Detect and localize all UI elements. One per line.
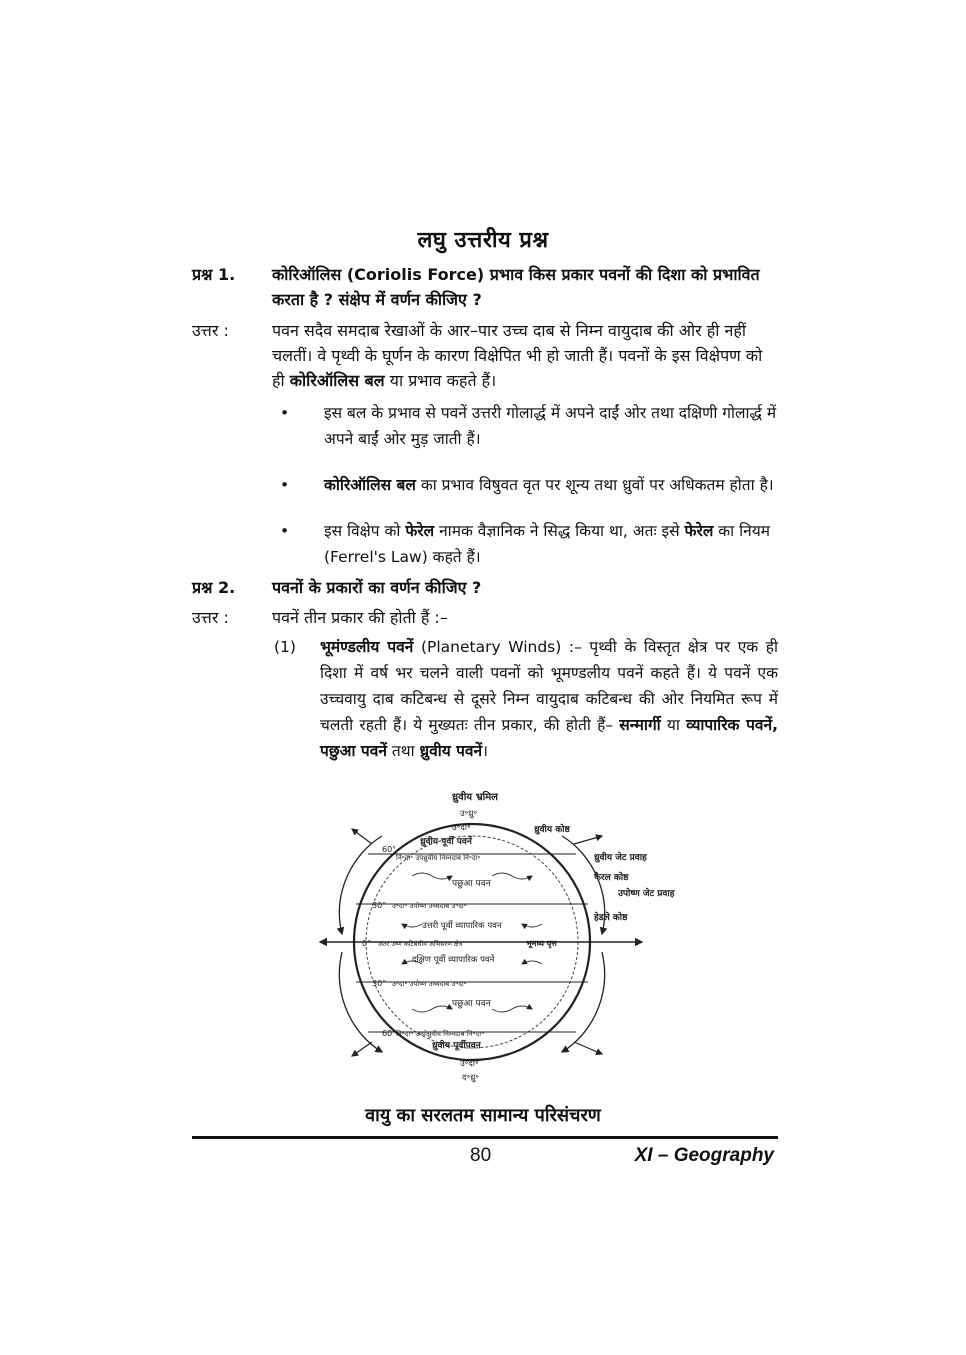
answer-1-bold-term: कोरिऑलिस बल (289, 371, 385, 390)
bullet-text: नामक वैज्ञानिक ने सिद्ध किया था, अतः इसे (434, 522, 685, 540)
label-60n: 60° (382, 845, 397, 854)
label-polar-east-bottom: ध्रुवीय पूर्वीपवन (432, 1041, 481, 1051)
label-0deg: 0° (362, 939, 372, 948)
label-hadley-cell: हेडले कोष्ठ (594, 913, 628, 923)
bullet-list (272, 400, 778, 584)
bullet-bold-term: कोरिऑलिस बल (324, 476, 416, 494)
item-bold-term: सन्मार्गी (619, 716, 661, 734)
bullet-bold-term: फेरेल (405, 522, 435, 540)
label-60s: 60° (382, 1029, 397, 1038)
cell-arrow (562, 952, 605, 1052)
answer-2-label: उत्तर : (192, 608, 229, 627)
bullet-dot: • (280, 522, 290, 540)
cell-arrow (339, 952, 382, 1052)
label-westerlies-top: पछुआ पवन (452, 879, 491, 889)
cell-arrow (339, 836, 382, 934)
trade-wind-arrow (522, 961, 542, 964)
item-bold-term: ध्रुवीय पवनें (419, 742, 483, 760)
atmospheric-circulation-diagram (312, 784, 675, 1096)
label-polar-jet: ध्रुवीय जेट प्रवाह (594, 853, 647, 863)
answer-2-text: पवनें तीन प्रकार की होती हैं :– (272, 608, 448, 627)
label-equator: भूमध्य वृत्त (526, 939, 557, 948)
label-d-dhru: द॰ध्रु॰ (462, 1073, 479, 1083)
bullet-text: का प्रभाव विषुवत वृत पर शून्य तथा ध्रुवों पर अधिकतम होता है। (415, 476, 774, 494)
label-westerlies-bottom: पछुआ पवन (452, 999, 491, 1009)
label-u-da: उ॰दा॰ (452, 823, 471, 833)
answer-1-label: उत्तर : (192, 321, 229, 340)
question-1 (192, 262, 782, 314)
westerly-arrow (412, 1006, 452, 1012)
trade-wind-arrow (402, 924, 422, 927)
wind-arrow (352, 829, 372, 844)
bullet-bold-term: फेरेल (684, 522, 714, 540)
label-polar-east: ध्रुवीय पूर्वी पवनें (420, 837, 472, 847)
bullet-text: इस बल के प्रभाव से पवनें उत्तरी गोलार्द्ध में अपने दाईं ओर तथा दक्षिणी गोलार्द्ध में अपने बाईं ओर मुड़ जाती हैं। (324, 404, 777, 448)
label-subtropical-jet: उपोष्ण जेट प्रवाह (618, 889, 675, 899)
answer-2 (192, 605, 782, 631)
bullet-text: इस विक्षेप को (324, 522, 406, 540)
label-30n: 30° (372, 901, 387, 910)
section-heading: लघु उत्तरीय प्रश्न (417, 228, 549, 253)
label-u-da-bottom: उ॰दा॰ (460, 1059, 479, 1069)
westerly-arrow (412, 873, 452, 879)
label-30s: 30° (372, 979, 387, 988)
answer-1-text-end: या प्रभाव कहते हैं। (384, 371, 497, 390)
item-text: तथा (386, 742, 420, 760)
numbered-item-1 (274, 634, 778, 764)
item-number: (1) (274, 638, 296, 656)
question-2-text: पवनों के प्रकारों का वर्णन कीजिए ? (272, 578, 482, 597)
label-sub-polar-low: नि॰दा॰ उपध्रुवीय निम्नदाब नि॰दा॰ (396, 854, 481, 862)
question-1-text: कोरिऑलिस (Coriolis Force) प्रभाव किस प्रकार पवनों की दिशा को प्रभावित करता है ? संक्षेप में वर्णन कीजिए ? (272, 265, 760, 309)
westerly-arrow (492, 873, 532, 879)
question-1-label: प्रश्न 1. (192, 265, 236, 284)
bullet-dot: • (280, 476, 290, 494)
answer-1-text-part: पवन सदैव समदाब रेखाओं के आर–पार उच्च दाब से निम्न वायुदाब की ओर ही नहीं चलतीं। वे पृथ्वी के घूर्णन के कारण विक्षेपित भी हो जाती हैं। पवनों के इस विक्षेपण को ही (272, 321, 763, 390)
label-itcz: अंतर उष्ण कटिबंधीय अभिसरण क्षेत्र (378, 940, 463, 948)
label-ne-trades: उत्तरी पूर्वी व्यापारिक पवन (422, 921, 502, 931)
footer-rule (192, 1136, 778, 1139)
item-bold-term: व्यापारिक पवनें, पछुआ पवनें (320, 716, 779, 760)
question-2 (192, 575, 782, 601)
bullet-text: का नियम (Ferrel's Law) कहते हैं। (324, 522, 770, 566)
answer-1 (192, 318, 782, 396)
bullet-item (272, 472, 778, 498)
bullet-dot: • (280, 404, 290, 422)
item-text: (Planetary Winds) :– पृथ्वी के विस्तृत क्षेत्र पर एक ही दिशा में वर्ष भर चलने वाली पवनों को भूमण्डलीय पवनें कहते हैं। ये पवनें एक उच्चवायु दाब कटिबन्ध से दूसरे निम्न वायुदाब कटिबन्ध की ओर नियमित रूप में चलती रहती हैं। ये मुख्यतः तीन प्रकार, की होती हैं– (320, 638, 778, 734)
wind-arrow (574, 1042, 602, 1054)
item-text: या (660, 716, 687, 734)
label-polar-vortex: ध्रुवीय भ्रमिल (452, 792, 498, 803)
wind-arrow (352, 1042, 372, 1056)
bullet-item (272, 400, 778, 452)
label-ferrel-cell: फैरल कोष्ठ (594, 873, 629, 883)
wind-arrow (574, 836, 602, 844)
label-se-trades: दक्षिण पूर्वी व्यापारिक पवनें (412, 955, 495, 965)
question-2-label: प्रश्न 2. (192, 578, 236, 597)
label-subtropical-high-bottom: उ॰दा॰ उपोष्ण उच्चदाब उ॰दा॰ (392, 980, 467, 988)
item-text: । (482, 742, 488, 760)
page-number: 80 (470, 1145, 492, 1166)
westerly-arrow (492, 1006, 532, 1012)
label-u-dhru: उ॰ध्रु॰ (460, 809, 478, 819)
trade-wind-arrow (522, 924, 542, 927)
item-body (274, 634, 778, 764)
answer-1-text (272, 318, 778, 393)
subject-label: XI – Geography (634, 1145, 774, 1166)
item-title: भूमंण्डलीय पवनें (320, 638, 414, 656)
bullet-item (272, 518, 778, 570)
label-subtropical-high-top: उ॰दा॰ उपोष्ण उच्चदाब उ॰दा॰ (392, 902, 467, 910)
diagram-caption: वायु का सरलतम सामान्य परिसंचरण (365, 1105, 601, 1126)
label-polar-cell: ध्रुवीय कोष्ठ (534, 825, 570, 835)
label-sub-polar-low-bottom: नि॰दा॰ अधोध्रुवीय निम्नदाब नि॰दा॰ (396, 1030, 485, 1038)
